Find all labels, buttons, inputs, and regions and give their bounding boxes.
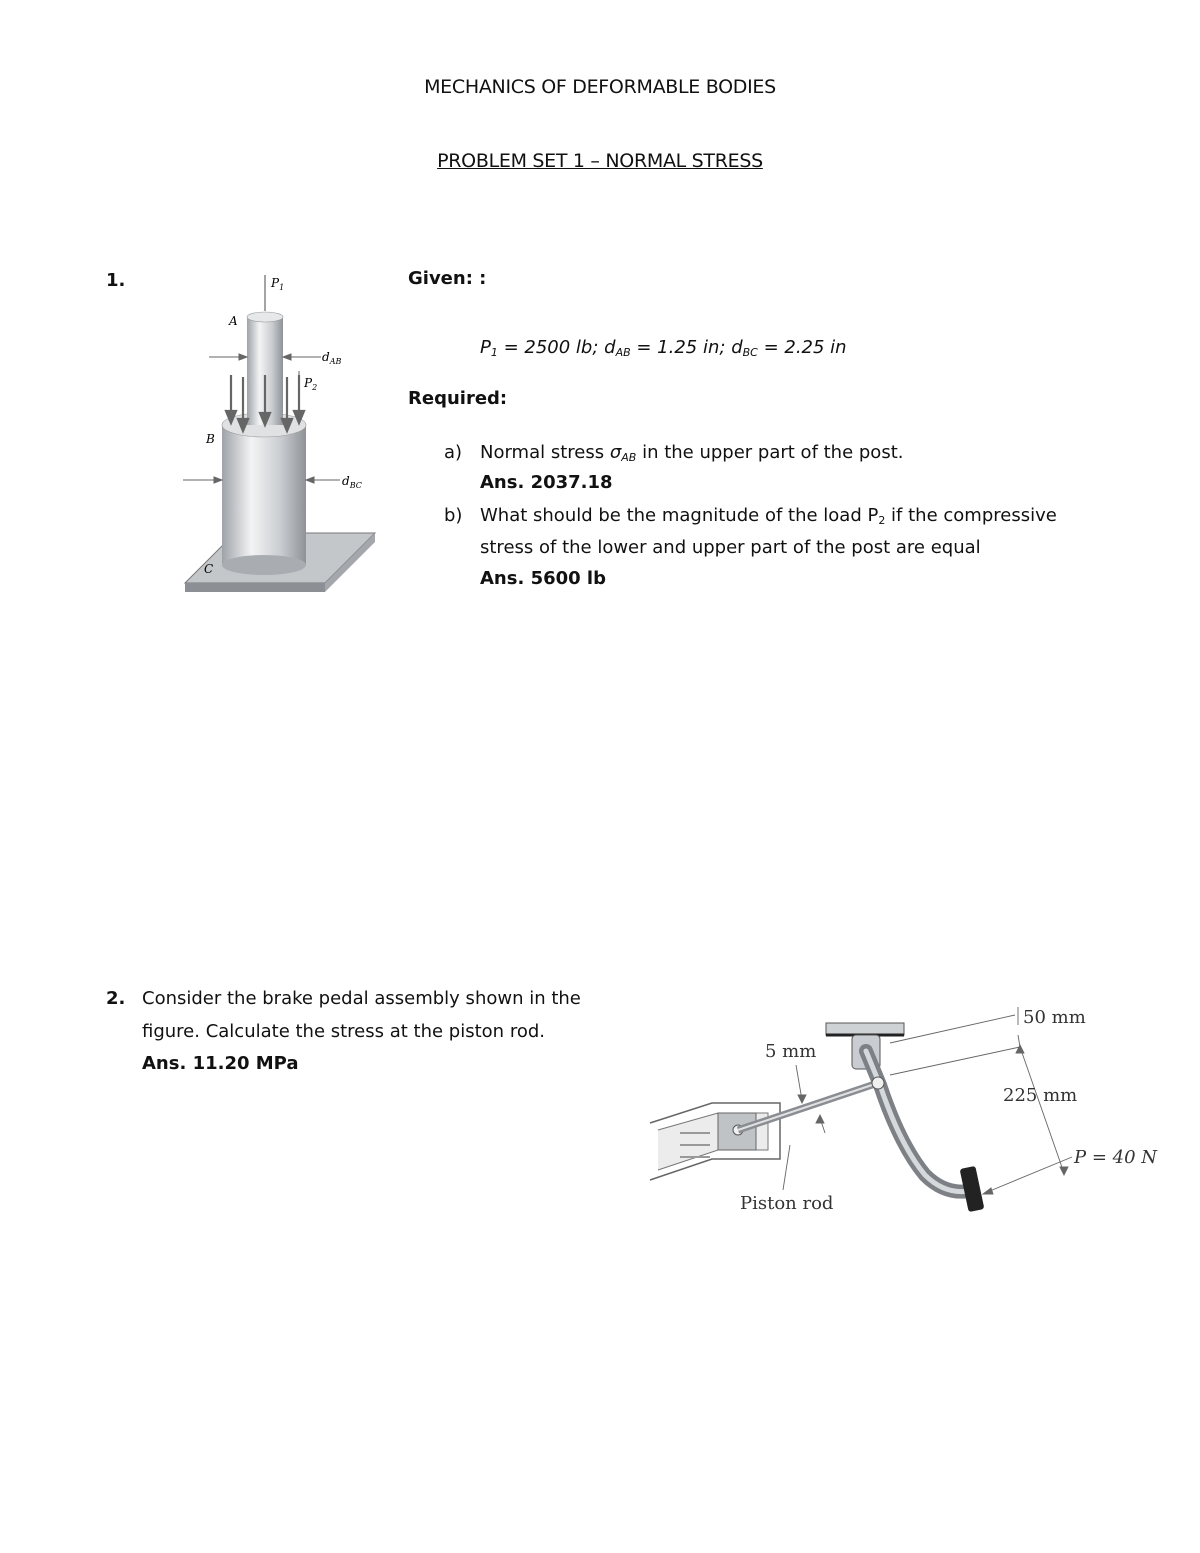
label-50mm: 50 mm — [1023, 1007, 1086, 1028]
problem-1-number: 1. — [106, 270, 126, 291]
problem-2-number: 2. — [106, 988, 126, 1009]
given-values: $P_1 = 2500$ lb; $d_{AB} = 1.25$ in; $d_{BC} = 2.25$ in — [480, 337, 847, 359]
master-cylinder — [650, 1103, 780, 1180]
problem-2-line2: figure. Calculate the stress at the piston rod. — [142, 1021, 545, 1042]
label-load: P = 40 N — [1074, 1147, 1158, 1168]
required-label: Required: — [408, 388, 508, 409]
label-p2: $P_2$ — [304, 376, 318, 392]
problem-2-line1: Consider the brake pedal assembly shown in the — [142, 988, 581, 1009]
pedal-arm — [866, 1051, 970, 1192]
item-b-answer: Ans. 5600 lb — [480, 568, 606, 589]
post-figure — [175, 265, 390, 600]
label-5mm: 5 mm — [765, 1041, 817, 1062]
label-dab: $d_{AB}$ — [322, 350, 342, 366]
label-b: B — [206, 432, 215, 446]
brake-pedal-figure — [640, 995, 1160, 1225]
label-a: A — [229, 314, 238, 328]
label-c: C — [204, 562, 214, 576]
label-225mm: 225 mm — [1003, 1085, 1078, 1106]
document-subtitle: PROBLEM SET 1 – NORMAL STRESS — [437, 150, 763, 172]
item-a-answer: Ans. 2037.18 — [480, 472, 613, 493]
item-a-text: Normal stress $\sigma_{AB}$ in the upper part of the post. — [480, 442, 904, 464]
item-b-line2: stress of the lower and upper part of the post are equal — [480, 537, 981, 558]
label-dbc: $d_{BC}$ — [342, 474, 362, 490]
problem-2-answer: Ans. 11.20 MPa — [142, 1053, 299, 1074]
item-b-line1: What should be the magnitude of the load $P_2$ if the compressive — [480, 505, 1057, 527]
item-b-marker: b) — [444, 505, 463, 526]
document-title: MECHANICS OF DEFORMABLE BODIES — [424, 76, 776, 98]
item-a-marker: a) — [444, 442, 463, 463]
label-p1: $P_1$ — [271, 276, 285, 292]
given-label: Given: : — [408, 268, 487, 289]
lower-cylinder-bc — [222, 413, 306, 575]
label-piston-rod: Piston rod — [740, 1193, 834, 1214]
